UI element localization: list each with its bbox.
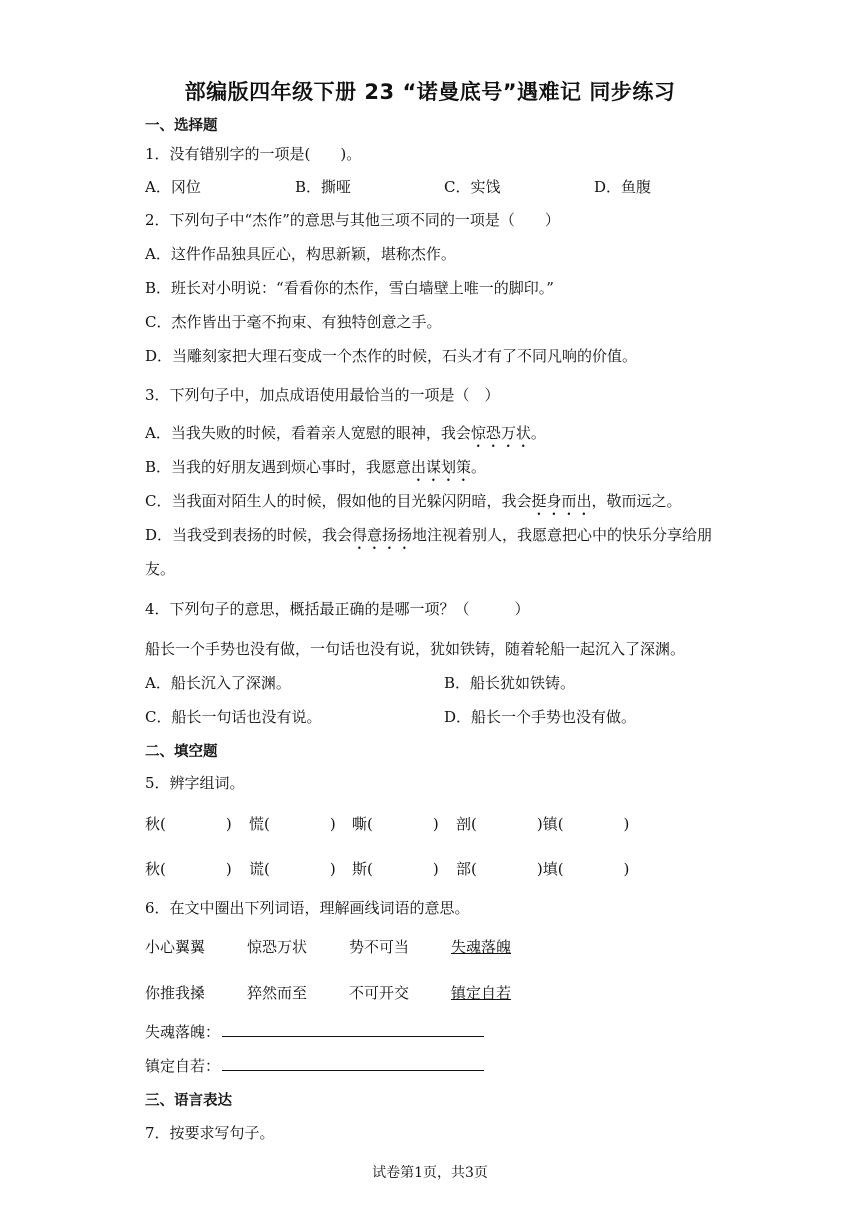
q2-option-a: A．这件作品独具匠心，构思新颖，堪称杰作。 [145, 245, 456, 263]
q6-definition-line-1 [145, 1021, 484, 1042]
question-6-stem: 6．在文中圈出下列词语，理解画线词语的意思。 [145, 899, 470, 917]
page-title: 部编版四年级下册 23 “诺曼底号”遇难记 同步练习 [184, 80, 676, 104]
q2-option-d: D．当雕刻家把大理石变成一个杰作的时候，石头才有了不同凡响的价值。 [145, 347, 638, 365]
section-heading-fill: 二、填空题 [145, 744, 218, 760]
q5-item: 谎( ) [249, 860, 336, 878]
q6-word: 惊恐万状 [247, 938, 308, 956]
q3-option-c [145, 490, 682, 519]
question-1-stem: 1．没有错别字的一项是( )。 [145, 145, 362, 163]
q4-option-b: B．船长犹如铁铸。 [444, 674, 576, 692]
q3-option-d [145, 524, 712, 553]
question-3-stem: 3．下列句子中，加点成语使用最恰当的一项是（ ） [145, 386, 500, 404]
q6-word-underlined: 镇定自若 [451, 984, 512, 1002]
section-heading-choice: 一、选择题 [145, 118, 218, 134]
q6-def-label: 镇定自若： [145, 1057, 221, 1075]
q3-c-dotted-idiom: 挺身而出 [531, 492, 592, 510]
question-2-stem: 2．下列句子中“杰作”的意思与其他三项不同的一项是（ ） [145, 211, 560, 229]
q3-option-b [145, 456, 486, 485]
q4-option-a: A．船长沉入了深渊。 [145, 674, 291, 692]
q5-item: 慌( ) [249, 815, 336, 833]
q3-option-d-continued: 友。 [145, 560, 176, 578]
answer-blank[interactable] [222, 1056, 484, 1071]
q5-item: 剖( )镇( ) [456, 815, 630, 833]
q6-word: 势不可当 [349, 938, 410, 956]
q3-option-a [145, 422, 546, 451]
q4-option-c: C．船长一句话也没有说。 [145, 708, 322, 726]
q3-d-dotted-idiom: 得意扬扬 [352, 526, 413, 544]
question-4-stem: 4．下列句子的意思，概括最正确的是哪一项？（ ） [145, 600, 530, 618]
section-heading-language: 三、语言表达 [145, 1093, 232, 1109]
q4-option-d: D．船长一个手势也没有做。 [444, 708, 637, 726]
q3-a-text: A．当我失败的时候，看着亲人宽慰的眼神，我会 [145, 424, 471, 442]
q6-word: 小心翼翼 [145, 938, 206, 956]
q5-item: 秋( ) [145, 860, 232, 878]
q1-option-a: A．冈位 [145, 178, 201, 196]
q3-d-text: D．当我受到表扬的时候，我会 [145, 526, 353, 544]
q5-item: 秋( ) [145, 815, 232, 833]
question-5-stem: 5．辨字组词。 [145, 774, 245, 792]
q1-option-c: C．实饯 [444, 178, 501, 196]
q5-item: 斯( ) [352, 860, 439, 878]
q5-item: 部( )填( ) [456, 860, 630, 878]
q3-a-end: 。 [530, 424, 546, 442]
q3-b-end: 。 [471, 458, 487, 476]
q5-item: 嘶( ) [352, 815, 439, 833]
q1-option-b: B．撕哑 [295, 178, 352, 196]
q3-d-end: 地注视着别人，我愿意把心中的快乐分享给朋 [412, 526, 713, 544]
page-footer: 试卷第1页，共3页 [372, 1165, 488, 1181]
question-7-stem: 7．按要求写句子。 [145, 1124, 275, 1142]
q2-option-b: B．班长对小明说：“看看你的杰作，雪白墙壁上唯一的脚印。” [145, 279, 554, 297]
q6-word-underlined: 失魂落魄 [451, 938, 512, 956]
q6-word: 不可开交 [349, 984, 410, 1002]
q1-option-d: D．鱼腹 [594, 178, 652, 196]
q6-word: 你推我搡 [145, 984, 206, 1002]
q3-b-dotted-idiom: 出谋划策 [411, 458, 472, 476]
q4-quote: 船长一个手势也没有做，一句话也没有说，犹如铁铸，随着轮船一起沉入了深渊。 [145, 640, 686, 658]
q2-option-c: C．杰作皆出于毫不拘束、有独特创意之手。 [145, 313, 442, 331]
q6-word: 猝然而至 [247, 984, 308, 1002]
q6-def-label: 失魂落魄： [145, 1023, 221, 1041]
answer-blank[interactable] [222, 1022, 484, 1037]
q3-a-dotted-idiom: 惊恐万状 [470, 424, 531, 442]
q3-b-text: B．当我的好朋友遇到烦心事时，我愿意 [145, 458, 412, 476]
q6-definition-line-2 [145, 1055, 484, 1076]
q3-c-text: C．当我面对陌生人的时候，假如他的目光躲闪阴暗，我会 [145, 492, 532, 510]
q3-c-end: ，敬而远之。 [591, 492, 682, 510]
